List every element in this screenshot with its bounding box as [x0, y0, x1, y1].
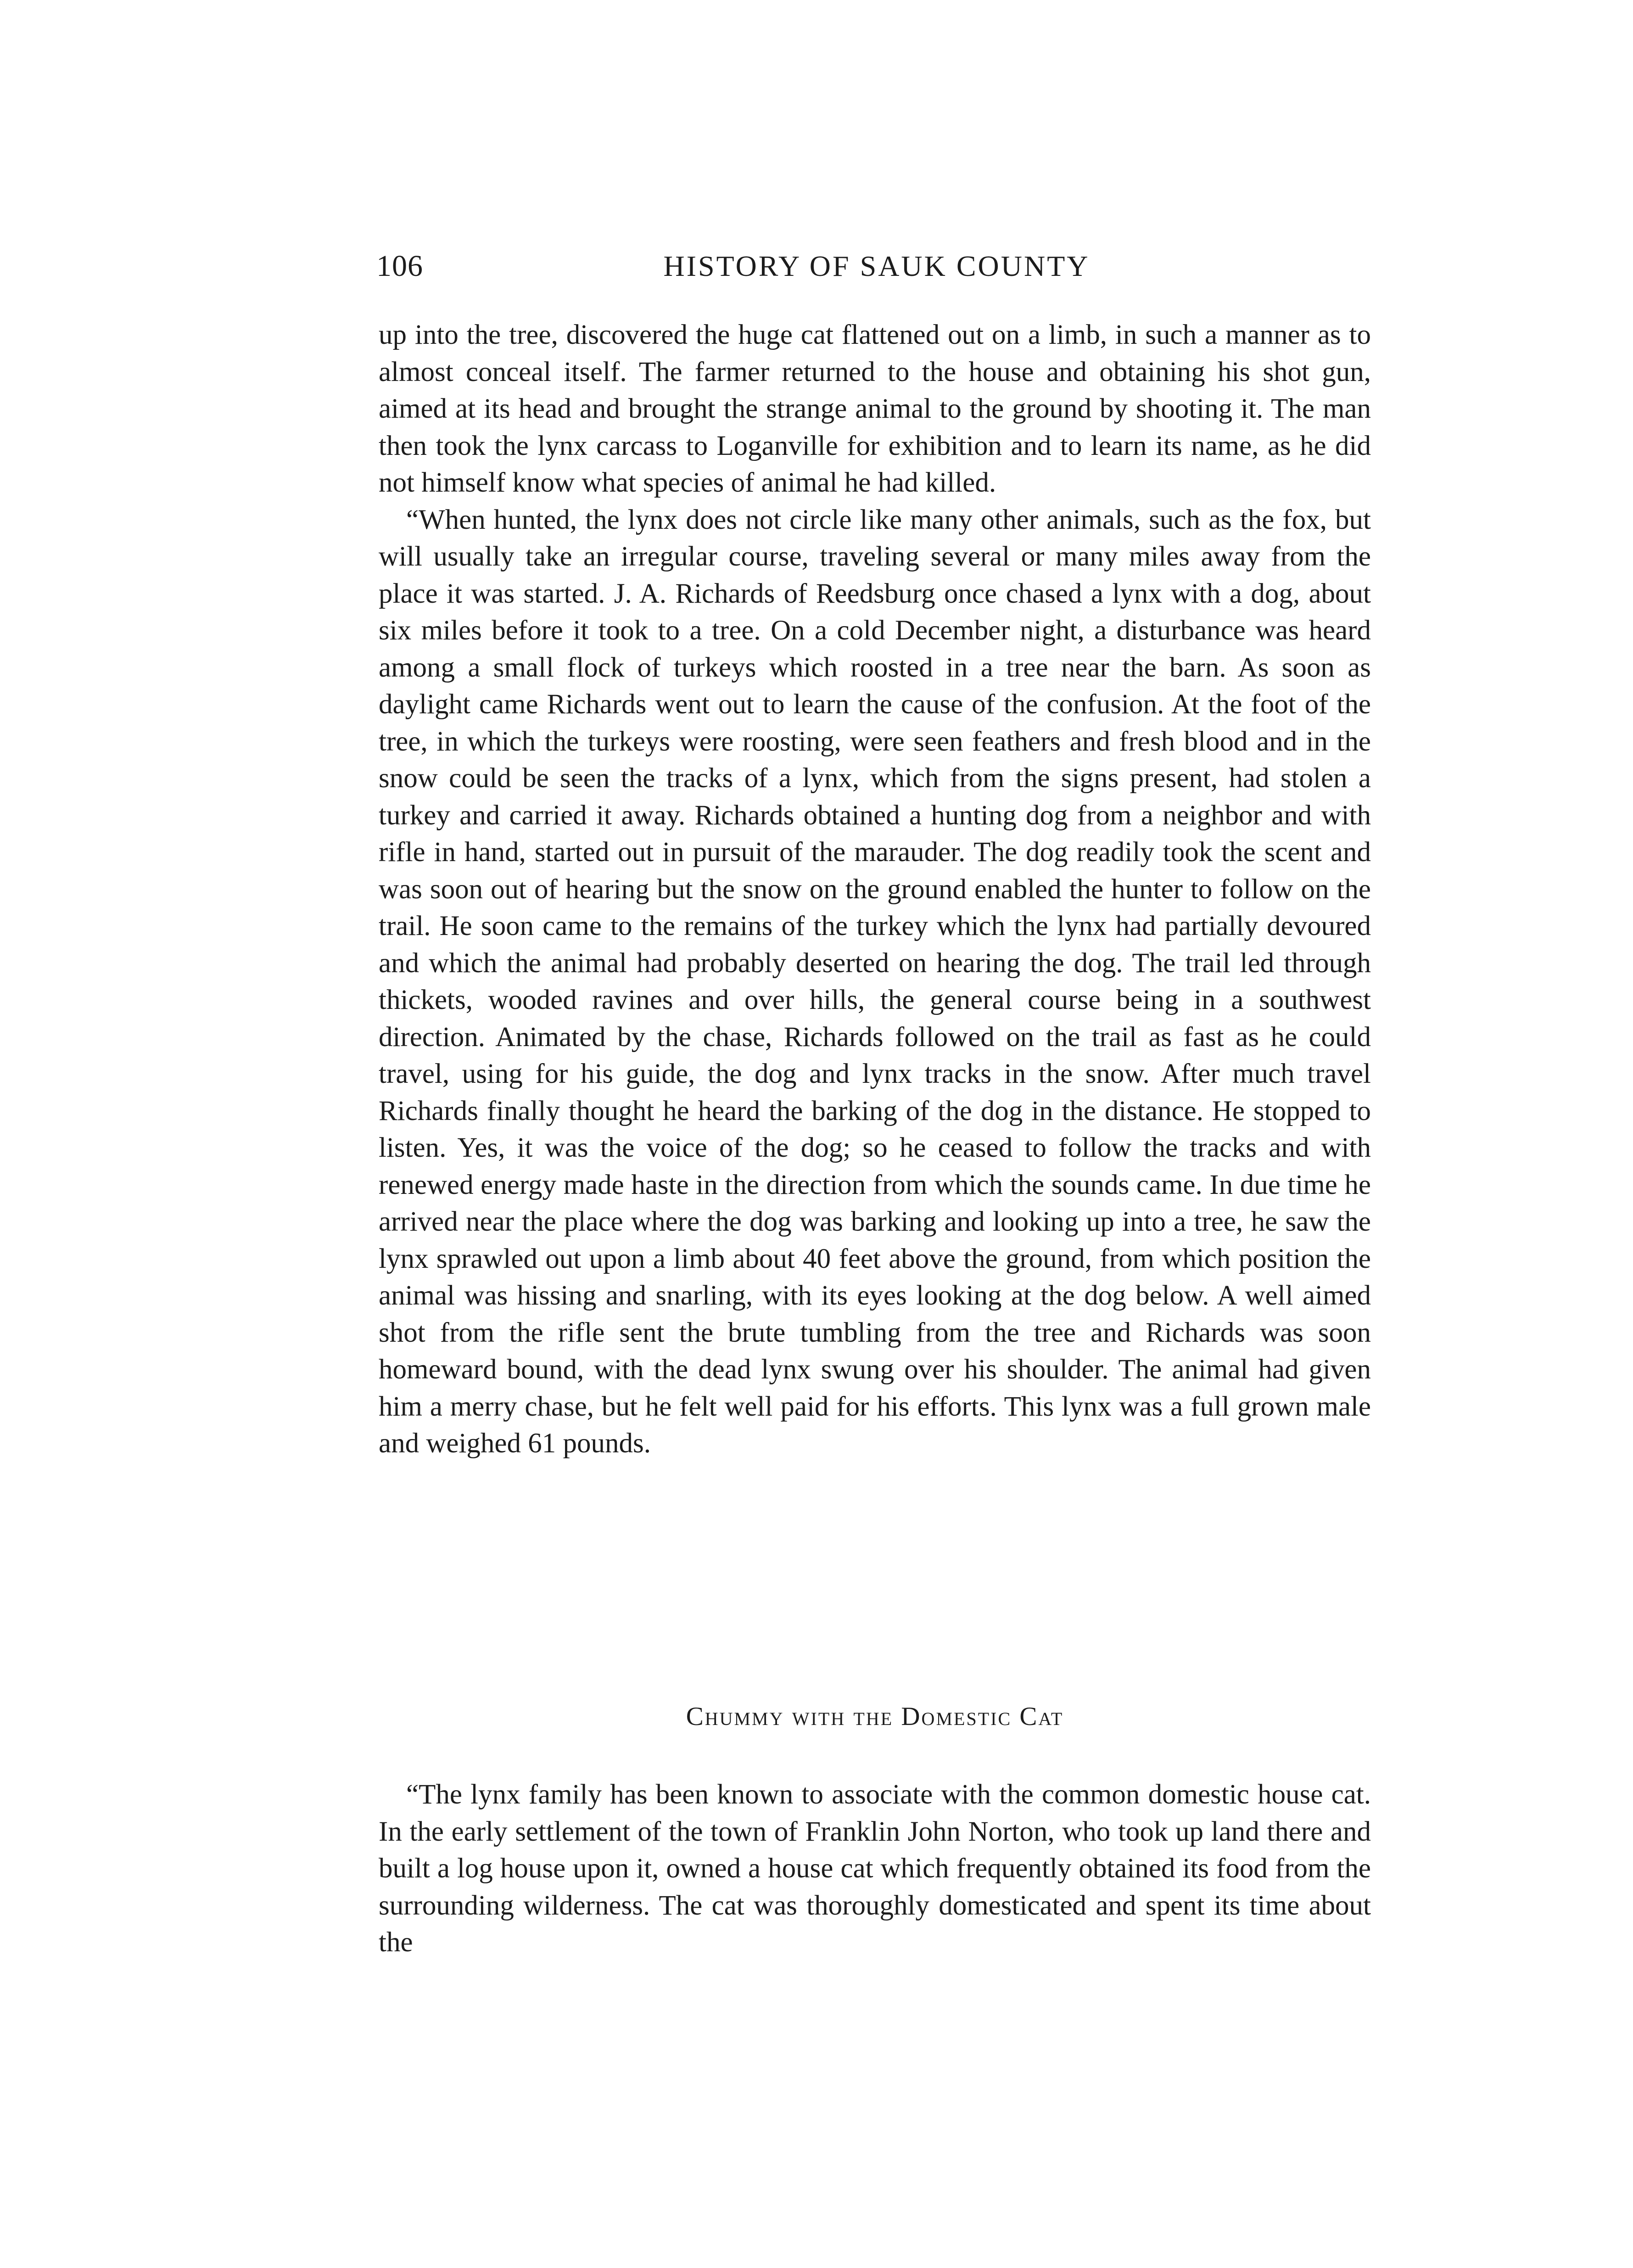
body-text	[379, 317, 1371, 1462]
paragraph: up into the tree, discovered the huge cat flattened out on a limb, in such a manner as to almost conceal itself. The farmer returned to the house and obtaining his shot gun, aimed at its head and brought the strange animal to the ground by shooting it. The man then took the lynx carcass to Loganville for exhibition and to learn its name, as he did not himself know what species of animal he had killed.	[379, 319, 1371, 498]
running-head	[376, 246, 1377, 287]
paragraph: “The lynx family has been known to associate with the common domestic house cat. In the early settlement of the town of Franklin John Norton, who took up land there and built a log house upon it, owned a house cat which frequently obtained its food from the surrounding wilderness. The cat was thoroughly domesticated and spent its time about the	[379, 1779, 1371, 1958]
section-body-text	[379, 1776, 1371, 1961]
paragraph: “When hunted, the lynx does not circle like many other animals, such as the fox, but will usually take an irregular course, traveling several or many miles away from the place it was started. J. A. Richards of Reedsburg once chased a lynx with a dog, about six miles before it took to a tree. On a cold December night, a disturbance was heard among a small flock of turkeys which roosted in a tree near the barn. As soon as daylight came Richards went out to learn the cause of the confusion. At the foot of the tree, in which the turkeys were roosting, were seen feathers and fresh blood and in the snow could be seen the tracks of a lynx, which from the signs present, had stolen a turkey and carried it away. Richards obtained a hunting dog from a neighbor and with rifle in hand, started out in pursuit of the marauder. The dog readily took the scent and was soon out of hearing but the snow on the ground enabled the hunter to follow on the trail. He soon came to the remains of the turkey which the lynx had partially devoured and which the animal had probably deserted on hearing the dog. The trail led through thickets, wooded ravines and over hills, the general course being in a southwest direction. Animated by the chase, Richards followed on the trail as fast as he could travel, using for his guide, the dog and lynx tracks in the snow. After much travel Richards finally thought he heard the barking of the dog in the distance. He stopped to listen. Yes, it was the voice of the dog; so he ceased to follow the tracks and with renewed energy made haste in the direction from which the sounds came. In due time he arrived near the place where the dog was barking and looking up into a tree, he saw the lynx sprawled out upon a limb about 40 feet above the ground, from which position the animal was hissing and snarling, with its eyes looking at the dog below. A well aimed shot from the rifle sent the brute tumbling from the tree and Richards was soon homeward bound, with the dead lynx swung over his shoulder. The animal had given him a merry chase, but he felt well paid for his efforts. This lynx was a full grown male and weighed 61 pounds.	[379, 504, 1371, 1459]
page-number: 106	[376, 249, 423, 283]
running-title: HISTORY OF SAUK COUNTY	[663, 250, 1090, 282]
section-heading: Chummy with the Domestic Cat	[686, 1702, 1064, 1731]
